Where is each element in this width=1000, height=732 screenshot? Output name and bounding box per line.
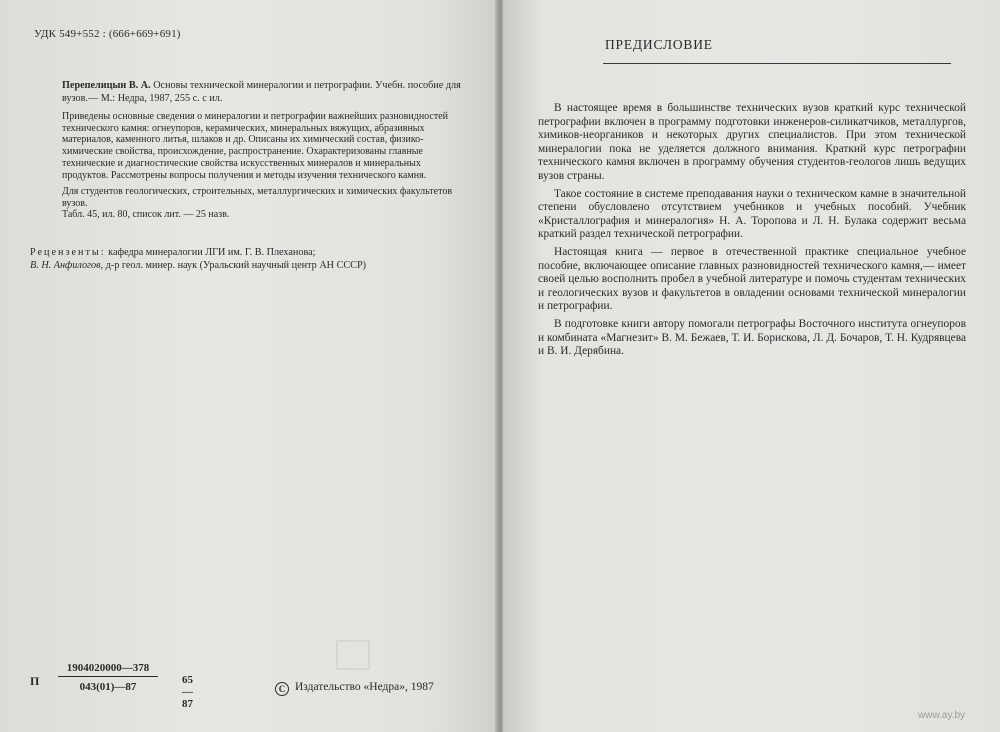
code-price: 65—87 <box>182 674 193 710</box>
preface-paragraph-4: В подготовке книги автору помогали петрографы Восточного института огнеупоров и комбината «Магнезит» В. М. Бежаев, Т. И. Борискова, Л. Д. Бочаров, Т. Н. Кудрявцева и В. И. Дерябина. <box>538 317 966 358</box>
tables-count: Табл. 45, ил. 80, список лит. — 25 назв. <box>62 209 230 220</box>
bib-details: Основы технической минералогии и петрографии. Учебн. пособие для вузов.— М.: Недра, 1987, 255 с. с ил. <box>62 80 461 104</box>
reviewer-title: д-р геол. минер. наук (Уральский научный центр АН СССР) <box>105 260 367 271</box>
reviewers-dept: кафедра минералогии ЛГИ им. Г. В. Плеханова; <box>108 247 316 258</box>
reviewers-label: Рецензенты: <box>30 247 106 258</box>
abstract <box>62 111 462 181</box>
audience-note: Для студентов геологических, строительных, металлургических и химических факультетов вузов. <box>62 186 453 209</box>
preface-paragraph-2: Такое состояние в системе преподавания науки о техническом камне в значительной степени обусловлено отсутствием учебников и учебных пособий. Учебник «Кристаллография и минералогия» Н. А. Торопова и Л. Н. Булака содержит весьма краткий раздел технической петрографии. <box>538 187 966 241</box>
bibliographic-entry <box>62 80 462 105</box>
heading-rule <box>603 63 951 64</box>
preface-heading: ПРЕДИСЛОВИЕ <box>605 37 713 52</box>
reviewer-name: В. Н. Анфилогов, <box>30 260 104 271</box>
show-through-logo <box>336 640 370 670</box>
preface-paragraph-3: Настоящая книга — первое в отечественной практике специальное учебное пособие, включающее описание главных разновидностей технического камня,— имеет своей целью восполнить пробел в учебной литературе и помочь студентам технических и геологических вузов и факультетов в овладении основами технической минералогии и петрографии. <box>538 245 966 313</box>
bib-author: Перепелицын В. А. <box>62 80 151 91</box>
code-denominator: 043(01)—87 <box>79 681 137 693</box>
code-fraction <box>58 662 158 693</box>
udk-code: УДК 549+552 : (666+669+691) <box>34 28 181 40</box>
copyright-text: Издательство «Недра», 1987 <box>295 681 434 693</box>
preface-body <box>538 102 966 363</box>
site-watermark: www.ay.by <box>918 710 966 721</box>
reviewers <box>30 246 470 272</box>
left-page <box>0 0 497 732</box>
preface-paragraph-1: В настоящее время в большинстве технических вузов краткий курс технической петрографии включен в программу подготовки инженеров-силикатчиков, металлургов, химиков-неоргаников и некоторых других специалистов. При этом технической минералогии пока не уделяется должного внимания. Краткий курс петрографии технического камня включен в программу обучения студентов-геологов лишь ведущих вузов страны. <box>538 102 966 182</box>
copyright-line <box>275 681 434 696</box>
abstract-text: Приведены основные сведения о минералогии и петрографии важнейших разновидностей технического камня: огнеупоров, керамических, минеральных вяжущих, абразивных материалов, каменного литья, шлаков и др. Описаны их химический состав, физико-химические свойства, происхождение, распространение. Охарактеризованы главные технические и диагностические свойства искусственных минералов и минеральных продуктов. Рассмотрены вопросы получения и методы изучения технического камня. <box>62 111 449 181</box>
copyright-icon: C <box>275 682 289 696</box>
code-letter: П <box>30 674 40 688</box>
code-numerator: 1904020000—378 <box>66 662 150 674</box>
